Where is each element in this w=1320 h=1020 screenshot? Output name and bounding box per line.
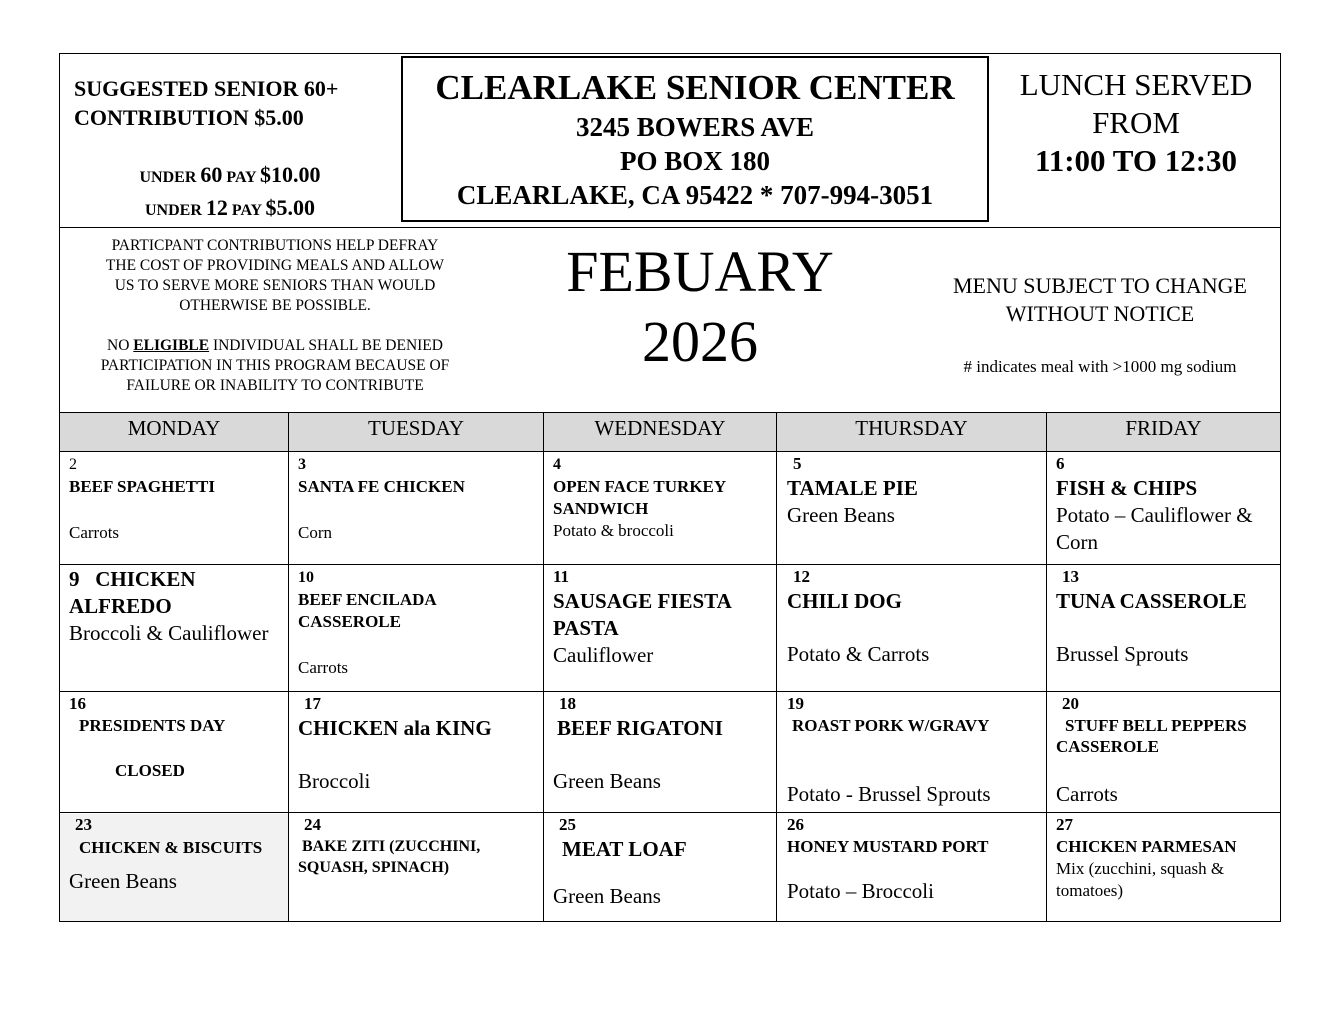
day-number: 25 — [559, 815, 576, 834]
meal-name: TAMALE PIE — [787, 476, 918, 500]
day-cell-2 — [60, 453, 288, 563]
day-number: 5 — [793, 454, 802, 473]
side-dish: Potato – Broccoli — [787, 879, 934, 903]
side-dish: Carrots — [298, 658, 349, 677]
eligibility-line-1: NO ELIGIBLE INDIVIDUAL SHALL BE DENIED — [107, 337, 443, 354]
day-cell-18 — [544, 693, 776, 811]
menu-sheet — [59, 53, 1281, 922]
menu-change-notice — [920, 272, 1280, 328]
holiday-name: PRESIDENTS DAY — [79, 716, 226, 735]
day-cell-11 — [544, 566, 776, 690]
month-name: FEBUARY — [566, 239, 834, 304]
month-title — [490, 237, 910, 377]
lunch-hours — [992, 66, 1280, 180]
side-dish: Potato - Brussel Sprouts — [787, 782, 991, 806]
note-line-4: OTHERWISE BE POSSIBLE. — [179, 297, 371, 314]
sodium-note: # indicates meal with >1000 mg sodium — [963, 357, 1237, 376]
menu-change-line-2: WITHOUT NOTICE — [1005, 301, 1195, 326]
day-cell-16 — [60, 693, 288, 811]
day-cell-5 — [777, 453, 1046, 563]
suggested-line-2: CONTRIBUTION $5.00 — [74, 105, 304, 130]
meal-name: CHICKEN ala KING — [298, 716, 492, 740]
day-cell-27 — [1047, 814, 1280, 921]
weekday-wednesday: WEDNESDAY — [544, 413, 776, 452]
side-dish: Corn — [298, 523, 332, 542]
day-number: 20 — [1062, 694, 1079, 713]
day-number: 17 — [304, 694, 321, 713]
weekday-monday: MONDAY — [60, 413, 288, 452]
day-cell-9 — [60, 566, 288, 690]
side-dish: Broccoli — [298, 769, 371, 793]
center-address-street: 3245 BOWERS AVE — [575, 112, 815, 142]
day-heading — [69, 566, 280, 620]
pay-rates — [60, 160, 400, 226]
day-cell-20 — [1047, 693, 1280, 811]
center-address-city-phone: CLEARLAKE, CA 95422 * 707-994-3051 — [456, 180, 934, 210]
under-12-rate: UNDER 12 PAY $5.00 — [144, 195, 316, 220]
side-dish: Green Beans — [787, 503, 895, 527]
meal-name: BEEF RIGATONI — [557, 716, 723, 740]
meal-name: STUFF BELL PEPPERS CASSEROLE — [1056, 716, 1247, 756]
side-dish: Potato & broccoli — [553, 521, 674, 540]
month-year: 2026 — [642, 309, 758, 374]
day-cell-6 — [1047, 453, 1280, 563]
note-line-3: US TO SERVE MORE SENIORS THAN WOULD — [114, 277, 436, 294]
day-number: 18 — [559, 694, 576, 713]
side-dish: Brussel Sprouts — [1056, 642, 1189, 666]
week-1-divider — [60, 564, 1280, 565]
day-number: 6 — [1056, 454, 1065, 473]
day-number: 16 — [69, 694, 86, 713]
eligibility-line-2: PARTICIPATION IN THIS PROGRAM BECAUSE OF — [100, 357, 450, 374]
center-info-box — [401, 56, 989, 222]
side-dish: Green Beans — [553, 884, 661, 908]
side-dish: Mix (zucchini, squash & tomatoes) — [1056, 859, 1225, 900]
weekday-thursday: THURSDAY — [777, 413, 1046, 452]
weekday-friday: FRIDAY — [1047, 413, 1280, 452]
meal-name: CHILI DOG — [787, 589, 902, 613]
day-cell-24 — [289, 814, 543, 921]
day-number: 3 — [298, 456, 306, 473]
day-cell-23 — [60, 814, 288, 921]
day-cell-12 — [777, 566, 1046, 690]
day-number: 26 — [787, 815, 804, 834]
lunch-line-2: FROM — [1092, 105, 1180, 140]
meal-name: BEEF ENCILADA CASSEROLE — [298, 590, 436, 631]
day-number: 19 — [787, 694, 804, 713]
side-dish: Potato – Cauliflower & Corn — [1056, 503, 1253, 554]
meal-name: FISH & CHIPS — [1056, 476, 1198, 500]
contribution-note — [60, 236, 490, 396]
header-divider — [60, 227, 1280, 228]
meal-name: CHICKEN & BISCUITS — [79, 838, 263, 857]
meal-name: MEAT LOAF — [562, 837, 687, 861]
day-number: 23 — [75, 815, 92, 834]
day-cell-26 — [777, 814, 1046, 921]
under-60-rate: UNDER 60 PAY $10.00 — [139, 162, 321, 187]
day-cell-25 — [544, 814, 776, 921]
lunch-time: 11:00 TO 12:30 — [1034, 143, 1238, 178]
meal-name: HONEY MUSTARD PORT — [787, 837, 989, 856]
side-dish: Green Beans — [553, 769, 661, 793]
meal-name: BEEF SPAGHETTI — [69, 477, 215, 496]
side-dish: Carrots — [69, 523, 120, 542]
center-name: CLEARLAKE SENIOR CENTER — [435, 68, 955, 107]
meal-name: BAKE ZITI (ZUCCHINI, SQUASH, SPINACH) — [298, 838, 481, 876]
day-cell-13 — [1047, 566, 1280, 690]
day-number: 27 — [1056, 815, 1073, 834]
meal-name: SANTA FE CHICKEN — [298, 477, 465, 496]
suggested-contribution — [74, 74, 338, 132]
day-cell-10 — [289, 566, 543, 690]
suggested-line-1: SUGGESTED SENIOR 60+ — [74, 76, 339, 101]
side-dish: Green Beans — [69, 869, 177, 893]
day-number: 11 — [553, 567, 570, 586]
week-3-divider — [60, 812, 1280, 813]
day-number: 9 — [69, 567, 80, 591]
meal-name: SAUSAGE FIESTA PASTA — [553, 589, 731, 640]
center-address-pobox: PO BOX 180 — [619, 146, 770, 176]
week-2-divider — [60, 691, 1280, 692]
day-number: 10 — [298, 569, 314, 586]
side-dish: Potato & Carrots — [787, 642, 930, 666]
day-number: 4 — [553, 456, 561, 473]
day-number: 13 — [1062, 567, 1079, 586]
note-line-2: THE COST OF PROVIDING MEALS AND ALLOW — [105, 257, 445, 274]
meal-name: ROAST PORK W/GRAVY — [792, 716, 990, 735]
day-cell-17 — [289, 693, 543, 811]
note-line-1: PARTICPANT CONTRIBUTIONS HELP DEFRAY — [111, 237, 439, 254]
side-dish: Broccoli & Cauliflower — [69, 621, 269, 645]
lunch-line-1: LUNCH SERVED — [1019, 67, 1253, 102]
meal-name: CHICKEN ALFREDO — [69, 567, 196, 618]
weekday-divider — [60, 451, 1280, 452]
day-cell-19 — [777, 693, 1046, 811]
meal-name: TUNA CASSEROLE — [1056, 589, 1247, 613]
meal-name: OPEN FACE TURKEY SANDWICH — [553, 477, 726, 518]
menu-change-line-1: MENU SUBJECT TO CHANGE — [953, 273, 1247, 298]
weekday-tuesday: TUESDAY — [289, 413, 543, 452]
day-number: 24 — [304, 815, 321, 834]
day-cell-3 — [289, 453, 543, 563]
closed-label: CLOSED — [115, 761, 185, 780]
eligibility-line-3: FAILURE OR INABILITY TO CONTRIBUTE — [126, 377, 424, 394]
day-cell-4 — [544, 453, 776, 563]
day-number: 12 — [793, 567, 810, 586]
side-dish: Carrots — [1056, 782, 1118, 806]
side-dish: Cauliflower — [553, 643, 654, 667]
day-number: 2 — [69, 456, 77, 473]
meal-name: CHICKEN PARMESAN — [1056, 837, 1237, 856]
